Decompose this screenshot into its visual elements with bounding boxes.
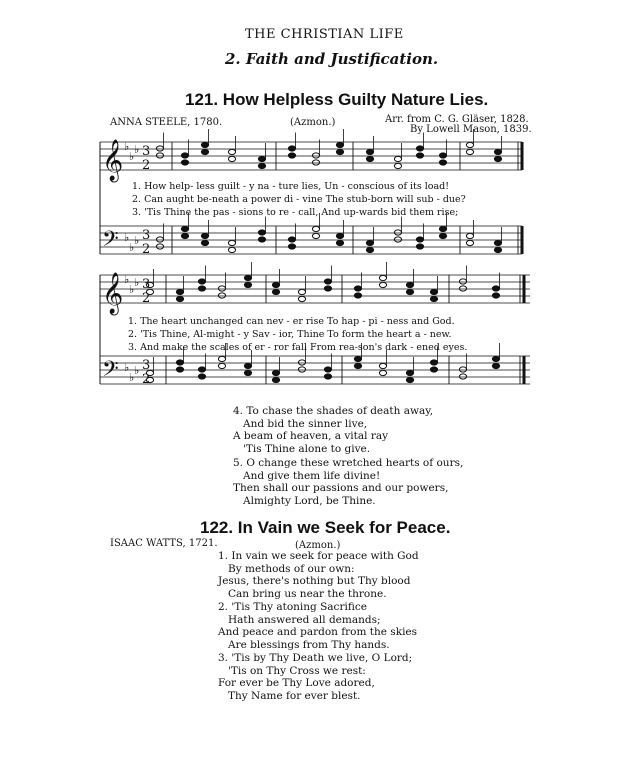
note-head <box>416 153 423 158</box>
flat-sign: ♭ <box>129 241 135 254</box>
note-head <box>354 293 361 298</box>
hymn-121-title: 121. How Helpless Guilty Nature Lies. <box>185 90 489 109</box>
note-head <box>218 286 225 291</box>
note-head <box>324 367 331 372</box>
treble-clef: 𝄞 <box>102 273 124 314</box>
note-head <box>466 142 473 147</box>
flat-sign: ♭ <box>124 361 130 374</box>
note-head <box>181 233 188 238</box>
note-head <box>336 233 343 238</box>
note-head <box>288 237 295 242</box>
note-head <box>201 149 208 154</box>
note-head <box>272 282 279 287</box>
note-head <box>416 146 423 151</box>
note-head <box>430 360 437 365</box>
time-signature-bottom: 2 <box>142 372 151 387</box>
note-head <box>258 230 265 235</box>
lyric-line: 1. How help- less guilt - y na - ture lies, Un - conscious of its load! <box>132 181 450 192</box>
lyric-line: 1. The heart unchanged can nev - er rise To hap - pi - ness and God. <box>128 316 455 327</box>
note-head <box>156 153 163 158</box>
note-head <box>244 363 251 368</box>
note-head <box>228 240 235 245</box>
hymn-122-stanza-1: 1. In vain we seek for peace with God By methods of our own: Jesus, there's nothing but Thy blood Can bring us near the throne. <box>218 550 419 600</box>
note-head <box>394 156 401 161</box>
note-head <box>181 226 188 231</box>
note-head <box>201 233 208 238</box>
note-head <box>198 374 205 379</box>
hymn-122-stanza-2: 2. 'Tis Thy atoning Sacrifice Hath answered all demands; And peace and pardon from the skies Are blessings from Thy hands. <box>218 601 418 651</box>
note-head <box>336 240 343 245</box>
note-head <box>406 377 413 382</box>
flat-sign: ♭ <box>129 283 135 296</box>
note-head <box>156 146 163 151</box>
note-head <box>494 240 501 245</box>
note-head <box>324 286 331 291</box>
note-head <box>218 293 225 298</box>
note-head <box>181 160 188 165</box>
note-head <box>272 377 279 382</box>
note-head <box>406 282 413 287</box>
note-head <box>439 153 446 158</box>
lyric-line: 2. 'Tis Thine, Al-might - y Sav - ior, Thine To form the heart a - new. <box>128 329 452 340</box>
note-head <box>298 289 305 294</box>
flat-sign: ♭ <box>134 276 140 289</box>
hymn-121-arranger-1: Arr. from C. G. Gläser, 1828. <box>385 114 529 125</box>
flat-sign: ♭ <box>134 143 140 156</box>
time-signature-bottom: 2 <box>142 291 151 306</box>
note-head <box>312 153 319 158</box>
note-head <box>366 149 373 154</box>
note-head <box>379 282 386 287</box>
note-head <box>156 237 163 242</box>
note-head <box>176 296 183 301</box>
note-head <box>336 142 343 147</box>
note-head <box>272 370 279 375</box>
note-head <box>406 370 413 375</box>
note-head <box>298 360 305 365</box>
note-head <box>354 363 361 368</box>
lyric-line: 3. And make the scales of er - ror fall From rea-son's dark - ened eyes. <box>128 342 468 353</box>
note-head <box>156 244 163 249</box>
note-head <box>354 356 361 361</box>
note-head <box>394 237 401 242</box>
note-head <box>379 370 386 375</box>
note-head <box>492 286 499 291</box>
note-head <box>366 156 373 161</box>
note-head <box>430 296 437 301</box>
time-signature-top: 3 <box>142 277 151 292</box>
note-head <box>492 363 499 368</box>
note-head <box>492 293 499 298</box>
note-head <box>354 286 361 291</box>
note-head <box>258 156 265 161</box>
section-title: 2. Faith and Justification. <box>225 50 439 68</box>
note-head <box>312 233 319 238</box>
note-head <box>181 153 188 158</box>
note-head <box>379 275 386 280</box>
note-head <box>244 370 251 375</box>
note-head <box>494 247 501 252</box>
note-head <box>466 240 473 245</box>
flat-sign: ♭ <box>134 364 140 377</box>
note-head <box>324 374 331 379</box>
time-signature-top: 3 <box>142 228 151 243</box>
note-head <box>198 286 205 291</box>
stanza-4: 4. To chase the shades of death away, And bid the sinner live, A beam of heaven, a vital ray 'Tis Thine alone to give. <box>233 405 434 455</box>
time-signature-bottom: 2 <box>142 242 151 257</box>
note-head <box>198 367 205 372</box>
note-head <box>406 289 413 294</box>
flat-sign: ♭ <box>134 234 140 247</box>
hymn-121-author: ANNA STEELE, 1780. <box>110 117 223 128</box>
note-head <box>198 279 205 284</box>
note-head <box>218 363 225 368</box>
hymn-122-tune: (Azmon.) <box>295 540 341 551</box>
note-head <box>228 149 235 154</box>
note-head <box>298 296 305 301</box>
hymn-121-tune: (Azmon.) <box>290 117 336 128</box>
note-head <box>258 163 265 168</box>
note-head <box>288 146 295 151</box>
note-head <box>312 160 319 165</box>
time-signature-top: 3 <box>142 144 151 159</box>
note-head <box>366 240 373 245</box>
note-head <box>176 360 183 365</box>
note-head <box>366 247 373 252</box>
hymn-122-author: ISAAC WATTS, 1721. <box>110 538 218 549</box>
stanza-5: 5. O change these wretched hearts of ours, And give them life divine! Then shall our passions and our powers, Almighty Lord, be Thine. <box>233 457 464 507</box>
bass-clef: 𝄢 <box>102 227 119 257</box>
flat-sign: ♭ <box>129 371 135 384</box>
note-head <box>492 356 499 361</box>
hymn-121-arranger-2: By Lowell Mason, 1839. <box>410 124 532 135</box>
note-head <box>466 233 473 238</box>
note-head <box>336 149 343 154</box>
hymn-122-stanza-3: 3. 'Tis by Thy Death we live, O Lord; 'Tis on Thy Cross we rest: For ever be Thy Love adored, Thy Name for ever blest. <box>218 652 413 702</box>
note-head <box>430 367 437 372</box>
note-head <box>459 374 466 379</box>
note-head <box>176 367 183 372</box>
note-head <box>439 233 446 238</box>
note-head <box>288 153 295 158</box>
note-head <box>439 226 446 231</box>
running-head: THE CHRISTIAN LIFE <box>245 27 404 42</box>
note-head <box>228 247 235 252</box>
note-head <box>244 275 251 280</box>
note-head <box>494 156 501 161</box>
flat-sign: ♭ <box>129 150 135 163</box>
note-head <box>466 149 473 154</box>
bass-clef: 𝄢 <box>102 357 119 387</box>
flat-sign: ♭ <box>124 140 130 153</box>
note-head <box>324 279 331 284</box>
time-signature-bottom: 2 <box>142 158 151 173</box>
note-head <box>176 289 183 294</box>
note-head <box>459 286 466 291</box>
flat-sign: ♭ <box>124 231 130 244</box>
time-signature-top: 3 <box>142 358 151 373</box>
note-head <box>394 230 401 235</box>
note-head <box>272 289 279 294</box>
note-head <box>494 149 501 154</box>
flat-sign: ♭ <box>124 273 130 286</box>
note-head <box>218 356 225 361</box>
note-head <box>379 363 386 368</box>
note-head <box>258 237 265 242</box>
note-head <box>416 244 423 249</box>
hymn-122-title: 122. In Vain we Seek for Peace. <box>200 518 451 537</box>
treble-clef: 𝄞 <box>102 140 124 181</box>
note-head <box>459 279 466 284</box>
note-head <box>201 240 208 245</box>
lyric-line: 3. 'Tis Thine the pas - sions to re - call, And up-wards bid them rise; <box>132 207 459 218</box>
note-head <box>416 237 423 242</box>
lyric-line: 2. Can aught be-neath a power di - vine The stub-born will sub - due? <box>132 194 466 205</box>
note-head <box>298 367 305 372</box>
note-head <box>430 289 437 294</box>
note-head <box>439 160 446 165</box>
note-head <box>459 367 466 372</box>
note-head <box>394 163 401 168</box>
note-head <box>244 282 251 287</box>
note-head <box>288 244 295 249</box>
note-head <box>312 226 319 231</box>
note-head <box>228 156 235 161</box>
note-head <box>201 142 208 147</box>
music-system-1 <box>100 129 522 257</box>
